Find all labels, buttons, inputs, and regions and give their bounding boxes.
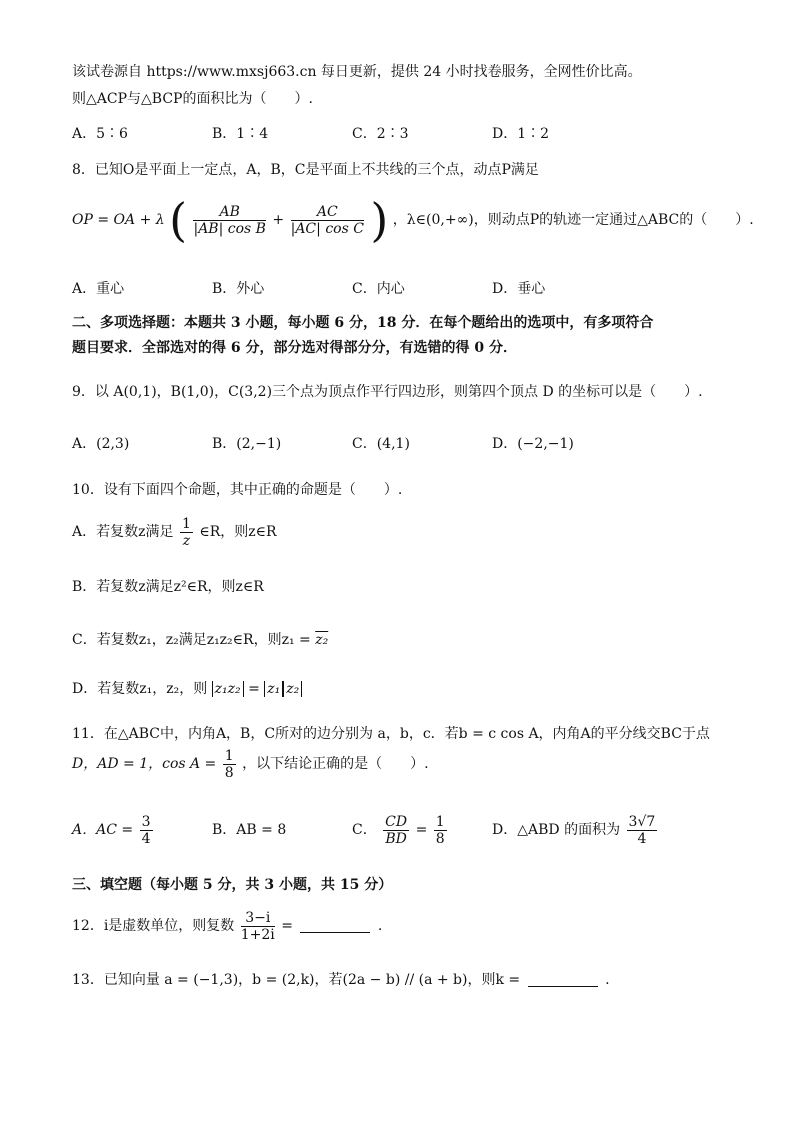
source-header: 该试卷源自 https://www.mxsj663.cn 每日更新，提供 24 小时找卷服务，全网性价比高。 [72,64,642,80]
q8-right-paren: ) [370,193,389,247]
q8-formula-right: ，λ∈(0,+∞)，则动点P的轨迹一定通过△ABC的（ ）. [392,212,754,228]
q9-option-a: A．(2,3) [72,436,130,452]
q11-line2-prefix: D，AD = 1，cos A = [72,756,217,772]
q7-option-d: D．1∶2 [492,126,550,142]
q11-c-equals: = [415,822,428,838]
q7-option-b: B．1∶4 [212,126,269,142]
q8-option-a: A．重心 [72,281,125,297]
q12-prefix: 12．i是虚数单位，则复数 [72,918,235,934]
q8-stem: 8．已知O是平面上一定点，A，B，C是平面上不共线的三个点，动点P满足 [72,162,539,178]
q11-a-prefix: A．AC = [72,822,134,838]
q11-c-numerator2: 1 [435,813,445,830]
q10-d-rhs2: z₂ [283,681,302,697]
q8-frac1-numerator: AB [193,204,265,221]
q8-frac2-numerator: AC [291,204,364,221]
q10-d-rhs1: z₁ [264,681,283,697]
q9-option-c: C．(4,1) [352,436,410,452]
q8-frac1-denominator: |AB| cos B [193,220,266,237]
q11-c-fraction-left [383,814,409,847]
q7-stem-tail: 则△ACP与△BCP的面积比为（ ）. [72,91,313,107]
q10-a-fraction [180,516,193,549]
q10-a-numerator: 1 [181,515,191,532]
q8-option-d: D．垂心 [492,281,546,297]
q10-d-equals: = [248,681,260,697]
q11-d-denominator: 4 [637,830,647,847]
q8-frac2-denominator: |AC| cos C [290,220,364,237]
q9-option-b: B．(2,−1) [212,436,282,452]
q11-cos-fraction [223,748,236,781]
q11-cos-denominator: 8 [224,764,234,781]
q13-prefix: 13．已知向量 a = (−1,3)，b = (2,k)，若(2a − b) // (a + b)，则k = [72,972,521,988]
q10-c-conjugate: z₂ [315,632,329,648]
q8-formula [72,192,754,248]
q11-cos-numerator: 1 [224,747,234,764]
q10-c-prefix: C．若复数z₁，z₂满足z₁z₂∈R，则z₁ = [72,632,311,648]
q10-option-a [72,514,277,550]
section2-heading-line2: 题目要求．全部选对的得 6 分，部分选对得部分分，有选错的得 0 分． [72,340,517,356]
q11-d-fraction [627,814,658,847]
q13-suffix: . [605,972,610,988]
q11-d-numerator: 3√7 [628,813,656,830]
q11-line2 [72,746,429,782]
q12-numerator: 3−i [241,910,275,927]
q11-c-denominator: BD [385,830,407,847]
q10-option-b: B．若复数z满足z²∈R，则z∈R [72,579,264,595]
q13 [72,970,610,990]
q8-fraction-ac [291,204,364,237]
section2-heading-line1: 二、多项选择题：本题共 3 小题，每小题 6 分，18 分．在每个题给出的选项中，有多项符合 [72,315,654,331]
q13-answer-blank[interactable] [528,986,598,987]
q11-c-numerator: CD [385,813,408,830]
q11-option-c [352,812,449,848]
q11-line1: 11．在△ABC中，内角A，B，C所对的边分别为 a，b，c．若b = c cos A，内角A的平分线交BC于点 [72,726,710,742]
q10-option-d [72,679,302,699]
q11-c-denominator2: 8 [435,830,445,847]
q10-a-denominator: z [182,532,191,549]
q11-c-fraction-right [434,814,447,847]
q11-a-denominator: 4 [141,830,151,847]
q7-option-a: A．5∶6 [72,126,128,142]
q7-option-c: C．2∶3 [352,126,409,142]
q12-suffix: . [377,918,383,934]
q11-option-a [72,812,155,848]
q8-left-paren: ( [169,193,188,247]
q8-plus: + [272,212,285,228]
q12-answer-blank[interactable] [300,932,370,933]
q11-line2-suffix: ，以下结论正确的是（ ）. [242,756,429,772]
q10-d-prefix: D．若复数z₁，z₂，则 [72,681,208,697]
q10-d-lhs: z₁z₂ [212,681,244,697]
q11-option-d [492,812,659,848]
q12 [72,908,382,944]
q11-a-numerator: 3 [141,813,151,830]
q8-formula-left: OP = OA + λ [72,212,165,228]
q10-a-prefix: A．若复数z满足 [72,524,174,540]
q10-stem: 10．设有下面四个命题，其中正确的命题是（ ）. [72,482,403,498]
q10-option-c [72,630,328,650]
q11-c-prefix: C． [352,822,377,838]
q9-option-d: D．(−2,−1) [492,436,574,452]
q11-d-prefix: D．△ABD 的面积为 [492,822,621,838]
q12-fraction [241,910,275,943]
q12-equals: = [281,918,293,934]
q8-fraction-ab [193,204,265,237]
section3-heading: 三、填空题（每小题 5 分，共 3 小题，共 15 分） [72,877,393,893]
q12-denominator: 1+2i [240,926,275,943]
q11-option-b: B．AB = 8 [212,822,287,838]
q11-a-fraction [140,814,153,847]
q8-option-b: B．外心 [212,281,265,297]
q9-stem: 9．以 A(0,1)，B(1,0)，C(3,2)三个点为顶点作平行四边形，则第四个顶点 D 的坐标可以是（ ）. [72,384,703,400]
q8-option-c: C．内心 [352,281,405,297]
q10-a-suffix: ∈R，则z∈R [199,524,277,540]
